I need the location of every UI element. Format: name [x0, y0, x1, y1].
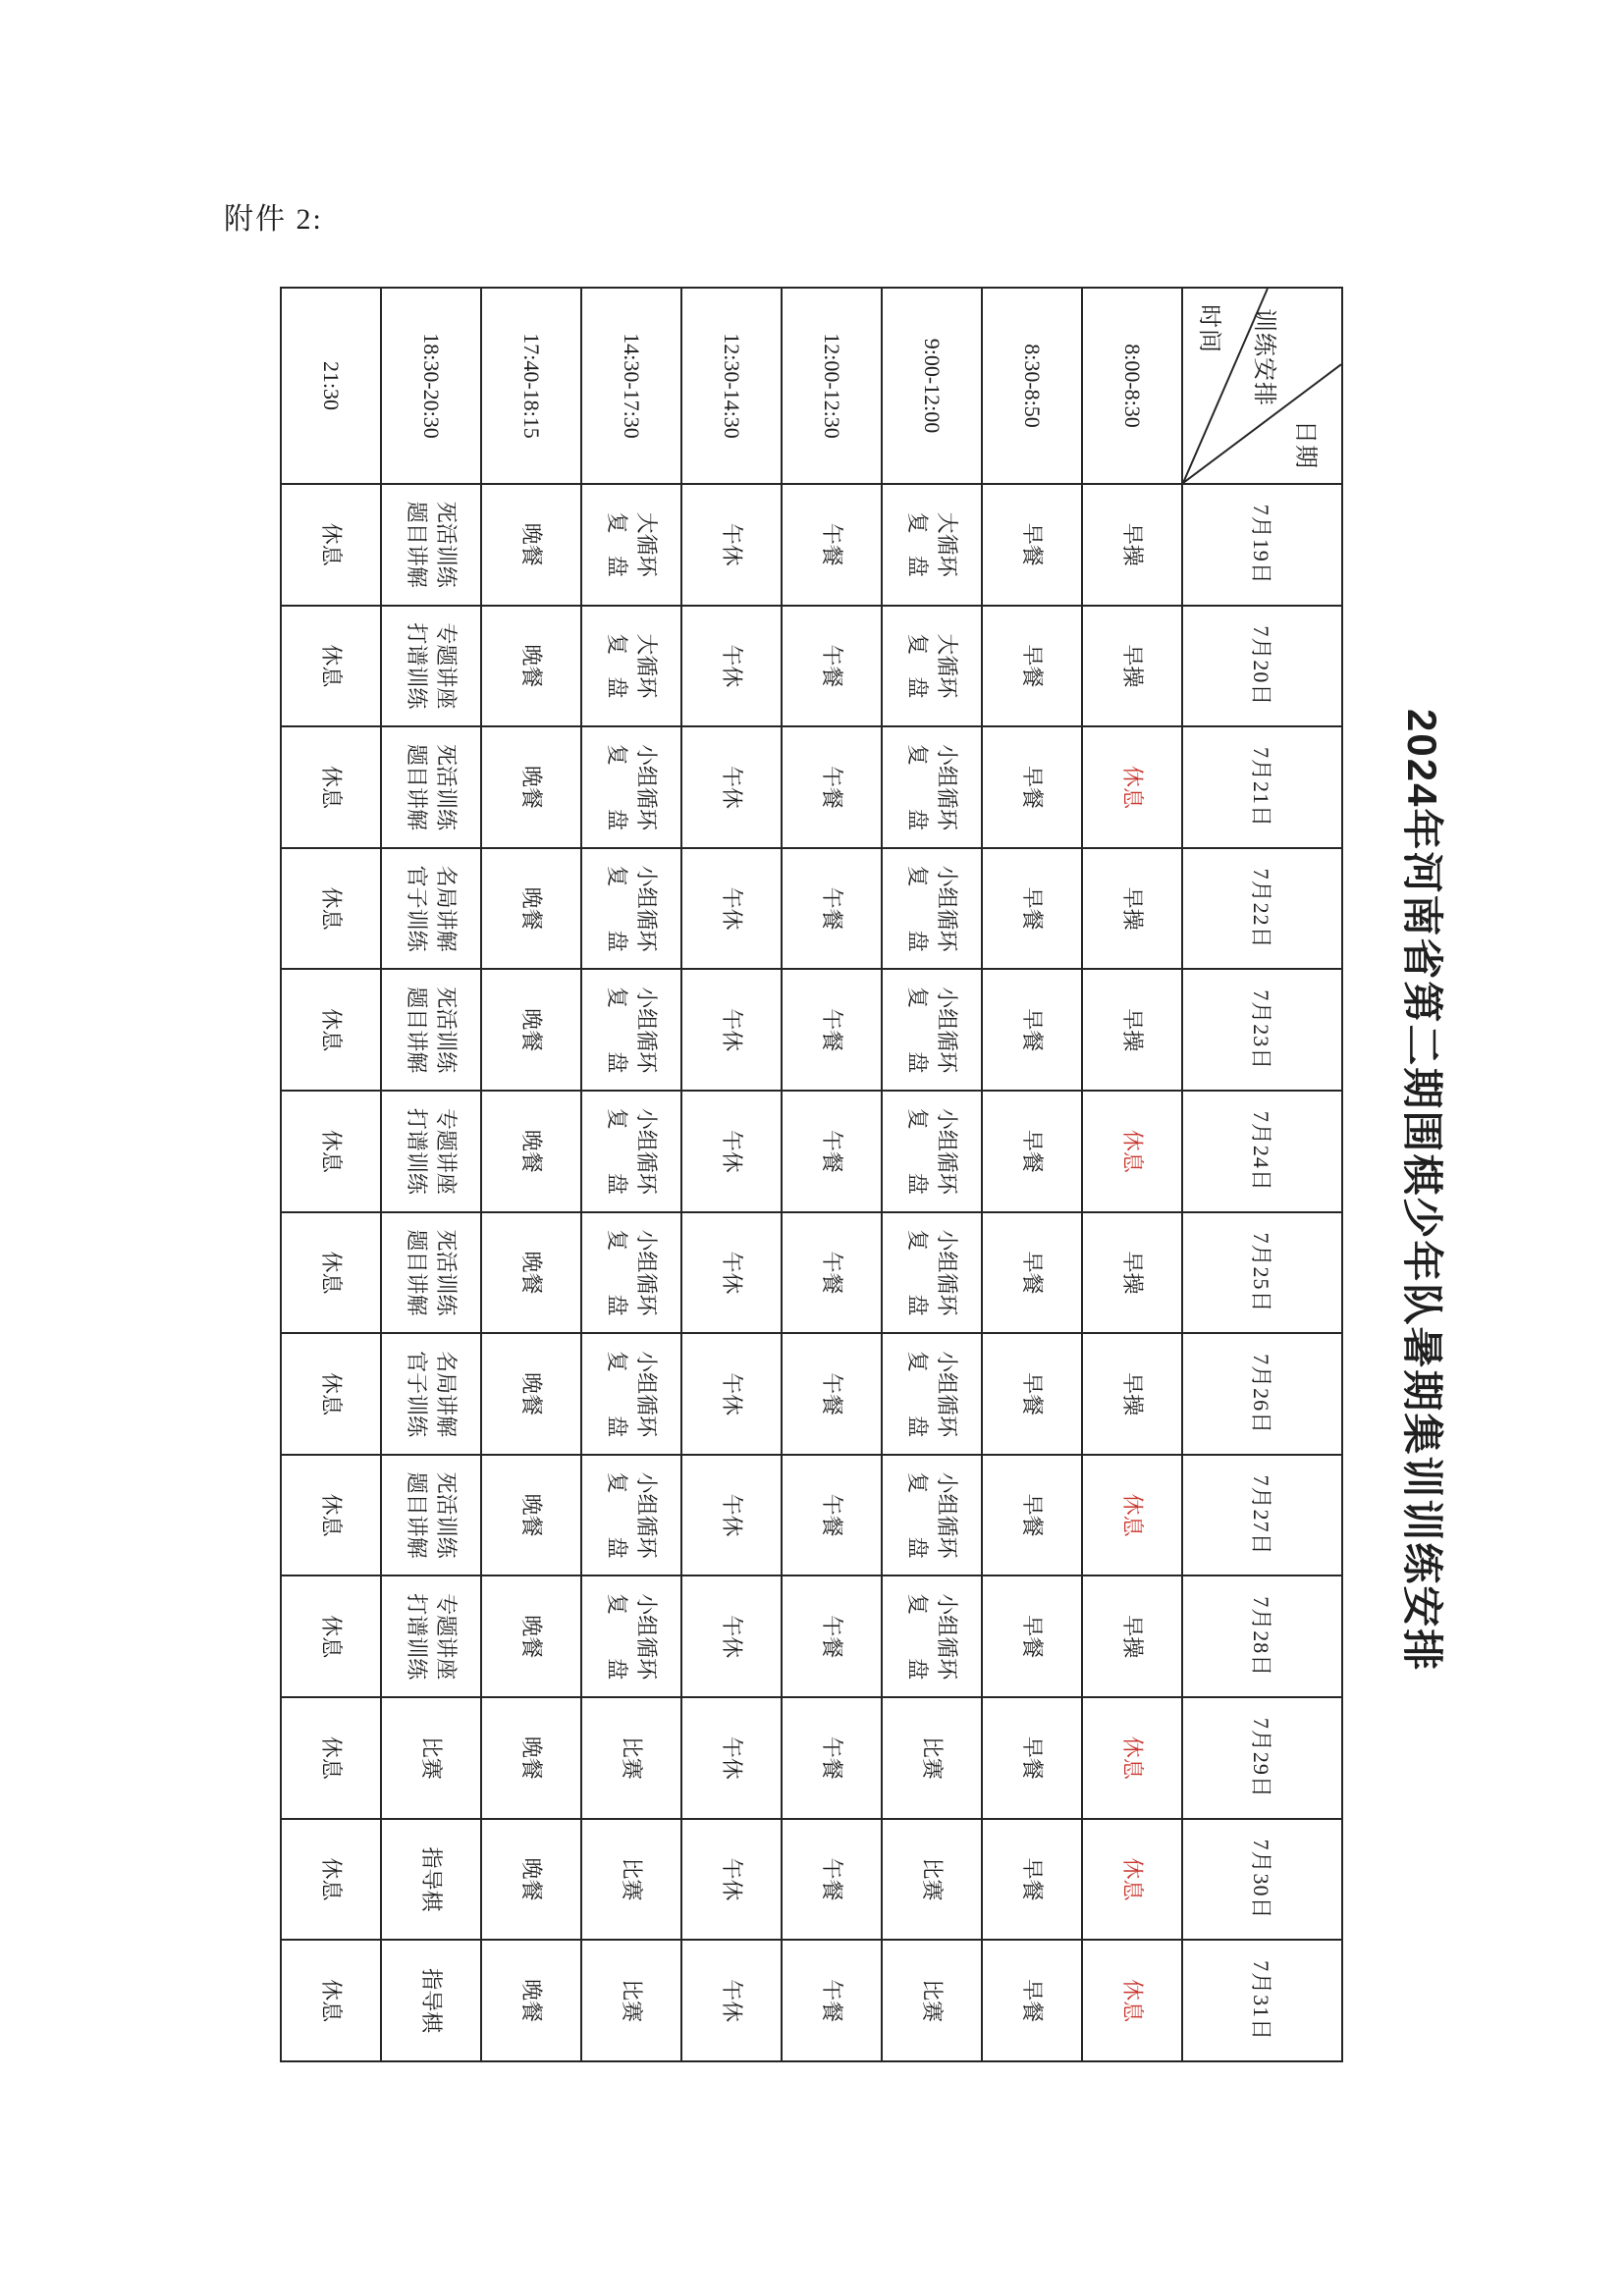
schedule-cell: 早操 [1082, 1333, 1182, 1455]
schedule-cell: 午餐 [782, 1819, 882, 1941]
schedule-cell: 小组循环 复 盘 [581, 1333, 681, 1455]
schedule-cell: 小组循环 复 盘 [882, 1575, 982, 1697]
schedule-cell: 午休 [681, 484, 782, 606]
time-label: 12:00-12:30 [782, 288, 882, 484]
schedule-cell: 早操 [1082, 848, 1182, 970]
schedule-cell: 早操 [1082, 484, 1182, 606]
schedule-cell: 小组循环 复 盘 [882, 1091, 982, 1212]
schedule-cell: 专题讲座 打谱训练 [381, 1091, 481, 1212]
time-row [381, 288, 481, 2061]
schedule-cell: 小组循环 复 盘 [581, 1212, 681, 1334]
schedule-cell: 死活训练 题目讲解 [381, 484, 481, 606]
date-header: 7月24日 [1182, 1091, 1342, 1212]
time-label: 8:30-8:50 [982, 288, 1082, 484]
time-label: 21:30 [281, 288, 381, 484]
schedule-cell: 晚餐 [481, 1455, 581, 1576]
schedule-cell: 晚餐 [481, 1333, 581, 1455]
corner-cell [1182, 288, 1342, 484]
schedule-cell: 休息 [281, 1575, 381, 1697]
schedule-cell: 小组循环 复 盘 [882, 969, 982, 1091]
schedule-cell: 大循环 复 盘 [581, 606, 681, 727]
schedule-cell: 休息 [281, 1697, 381, 1819]
schedule-cell: 休息 [281, 1940, 381, 2061]
schedule-cell: 午餐 [782, 726, 882, 848]
time-row [982, 288, 1082, 2061]
schedule-cell: 晚餐 [481, 1819, 581, 1941]
schedule-cell: 早操 [1082, 1212, 1182, 1334]
date-header: 7月28日 [1182, 1575, 1342, 1697]
schedule-cell: 死活训练 题目讲解 [381, 726, 481, 848]
header-row [1182, 288, 1342, 2061]
schedule-cell: 晚餐 [481, 1212, 581, 1334]
date-header: 7月19日 [1182, 484, 1342, 606]
schedule-cell: 午餐 [782, 1091, 882, 1212]
schedule-cell: 早餐 [982, 1819, 1082, 1941]
time-label: 8:00-8:30 [1082, 288, 1182, 484]
schedule-cell: 小组循环 复 盘 [882, 726, 982, 848]
time-label: 9:00-12:00 [882, 288, 982, 484]
schedule-cell: 午休 [681, 848, 782, 970]
schedule-cell: 休息 [281, 1091, 381, 1212]
schedule-cell: 小组循环 复 盘 [882, 848, 982, 970]
date-header: 7月27日 [1182, 1455, 1342, 1576]
time-label: 18:30-20:30 [381, 288, 481, 484]
schedule-cell: 早餐 [982, 1091, 1082, 1212]
schedule-cell: 午休 [681, 1575, 782, 1697]
schedule-cell: 休息 [1082, 1697, 1182, 1819]
schedule-cell: 比赛 [581, 1940, 681, 2061]
time-label: 17:40-18:15 [481, 288, 581, 484]
schedule-cell: 午休 [681, 1212, 782, 1334]
date-header: 7月29日 [1182, 1697, 1342, 1819]
schedule-cell: 午餐 [782, 606, 882, 727]
schedule-cell: 休息 [281, 606, 381, 727]
schedule-cell: 午餐 [782, 484, 882, 606]
schedule-cell: 早餐 [982, 1697, 1082, 1819]
schedule-cell: 小组循环 复 盘 [581, 969, 681, 1091]
schedule-cell: 休息 [281, 726, 381, 848]
schedule-cell: 午休 [681, 1333, 782, 1455]
time-label: 14:30-17:30 [581, 288, 681, 484]
schedule-cell: 午餐 [782, 1455, 882, 1576]
schedule-cell: 小组循环 复 盘 [581, 1455, 681, 1576]
schedule-cell: 早餐 [982, 726, 1082, 848]
schedule-cell: 早餐 [982, 484, 1082, 606]
schedule-cell: 午休 [681, 1819, 782, 1941]
schedule-cell: 小组循环 复 盘 [882, 1455, 982, 1576]
schedule-cell: 休息 [281, 969, 381, 1091]
schedule-cell: 指导棋 [381, 1940, 481, 2061]
time-row [281, 288, 381, 2061]
time-row [581, 288, 681, 2061]
schedule-cell: 早操 [1082, 969, 1182, 1091]
document-title: 2024年河南省第二期围棋少年队暑期集训训练安排 [1399, 709, 1445, 1673]
schedule-cell: 早操 [1082, 606, 1182, 727]
schedule-cell: 指导棋 [381, 1819, 481, 1941]
schedule-cell: 晚餐 [481, 1940, 581, 2061]
schedule-cell: 午餐 [782, 1697, 882, 1819]
schedule-cell: 午休 [681, 1940, 782, 2061]
schedule-cell: 早餐 [982, 1212, 1082, 1334]
date-header: 7月22日 [1182, 848, 1342, 970]
schedule-cell: 比赛 [381, 1697, 481, 1819]
schedule-cell: 晚餐 [481, 726, 581, 848]
time-row [481, 288, 581, 2061]
corner-plan-label: 训练安排 [1251, 308, 1276, 406]
schedule-cell: 休息 [281, 848, 381, 970]
schedule-cell: 比赛 [581, 1697, 681, 1819]
corner-time-label: 时间 [1196, 304, 1221, 353]
schedule-cell: 晚餐 [481, 606, 581, 727]
schedule-cell: 早餐 [982, 1575, 1082, 1697]
schedule-cell: 休息 [1082, 726, 1182, 848]
time-row [782, 288, 882, 2061]
rotated-table-container [278, 287, 1453, 2063]
schedule-cell: 午休 [681, 726, 782, 848]
schedule-cell: 休息 [281, 1455, 381, 1576]
schedule-cell: 名局讲解 官子训练 [381, 848, 481, 970]
date-header: 7月26日 [1182, 1333, 1342, 1455]
schedule-cell: 小组循环 复 盘 [581, 1575, 681, 1697]
schedule-cell: 休息 [281, 1333, 381, 1455]
schedule-table [280, 287, 1343, 2062]
schedule-cell: 死活训练 题目讲解 [381, 1455, 481, 1576]
date-header: 7月23日 [1182, 969, 1342, 1091]
schedule-cell: 午餐 [782, 1940, 882, 2061]
schedule-cell: 休息 [1082, 1455, 1182, 1576]
schedule-cell: 比赛 [882, 1819, 982, 1941]
schedule-cell: 晚餐 [481, 1575, 581, 1697]
schedule-cell: 小组循环 复 盘 [581, 848, 681, 970]
schedule-cell: 休息 [281, 484, 381, 606]
date-header: 7月30日 [1182, 1819, 1342, 1941]
schedule-cell: 午餐 [782, 969, 882, 1091]
schedule-cell: 早餐 [982, 606, 1082, 727]
schedule-cell: 比赛 [882, 1940, 982, 2061]
schedule-cell: 专题讲座 打谱训练 [381, 1575, 481, 1697]
schedule-cell: 休息 [281, 1819, 381, 1941]
schedule-cell: 晚餐 [481, 969, 581, 1091]
schedule-cell: 休息 [1082, 1091, 1182, 1212]
schedule-cell: 午休 [681, 1697, 782, 1819]
time-row [681, 288, 782, 2061]
schedule-cell: 午休 [681, 1091, 782, 1212]
date-header: 7月20日 [1182, 606, 1342, 727]
schedule-cell: 专题讲座 打谱训练 [381, 606, 481, 727]
date-header: 7月21日 [1182, 726, 1342, 848]
date-header: 7月25日 [1182, 1212, 1342, 1334]
time-row [882, 288, 982, 2061]
schedule-cell: 小组循环 复 盘 [882, 1333, 982, 1455]
schedule-cell: 早餐 [982, 1940, 1082, 2061]
schedule-cell: 午餐 [782, 1575, 882, 1697]
schedule-cell: 午休 [681, 969, 782, 1091]
schedule-cell: 死活训练 题目讲解 [381, 969, 481, 1091]
schedule-cell: 名局讲解 官子训练 [381, 1333, 481, 1455]
schedule-cell: 比赛 [581, 1819, 681, 1941]
schedule-cell: 死活训练 题目讲解 [381, 1212, 481, 1334]
schedule-cell: 休息 [281, 1212, 381, 1334]
schedule-cell: 午休 [681, 606, 782, 727]
schedule-cell: 小组循环 复 盘 [581, 726, 681, 848]
schedule-cell: 午餐 [782, 1212, 882, 1334]
schedule-cell: 午餐 [782, 848, 882, 970]
schedule-cell: 早餐 [982, 1333, 1082, 1455]
corner-date-label: 日期 [1292, 420, 1318, 469]
schedule-cell: 小组循环 复 盘 [581, 1091, 681, 1212]
schedule-cell: 晚餐 [481, 484, 581, 606]
schedule-cell: 休息 [1082, 1819, 1182, 1941]
schedule-cell: 午休 [681, 1455, 782, 1576]
date-header: 7月31日 [1182, 1940, 1342, 2061]
attachment-label: 附件 2: [224, 203, 323, 236]
time-label: 12:30-14:30 [681, 288, 782, 484]
schedule-cell: 早餐 [982, 848, 1082, 970]
schedule-cell: 小组循环 复 盘 [882, 1212, 982, 1334]
schedule-cell: 晚餐 [481, 1091, 581, 1212]
schedule-cell: 比赛 [882, 1697, 982, 1819]
time-row [1082, 288, 1182, 2061]
schedule-cell: 早餐 [982, 969, 1082, 1091]
schedule-cell: 大循环 复 盘 [882, 606, 982, 727]
schedule-cell: 午餐 [782, 1333, 882, 1455]
schedule-cell: 大循环 复 盘 [581, 484, 681, 606]
schedule-cell: 早餐 [982, 1455, 1082, 1576]
schedule-cell: 大循环 复 盘 [882, 484, 982, 606]
schedule-cell: 早操 [1082, 1575, 1182, 1697]
schedule-cell: 休息 [1082, 1940, 1182, 2061]
schedule-cell: 晚餐 [481, 1697, 581, 1819]
schedule-cell: 晚餐 [481, 848, 581, 970]
